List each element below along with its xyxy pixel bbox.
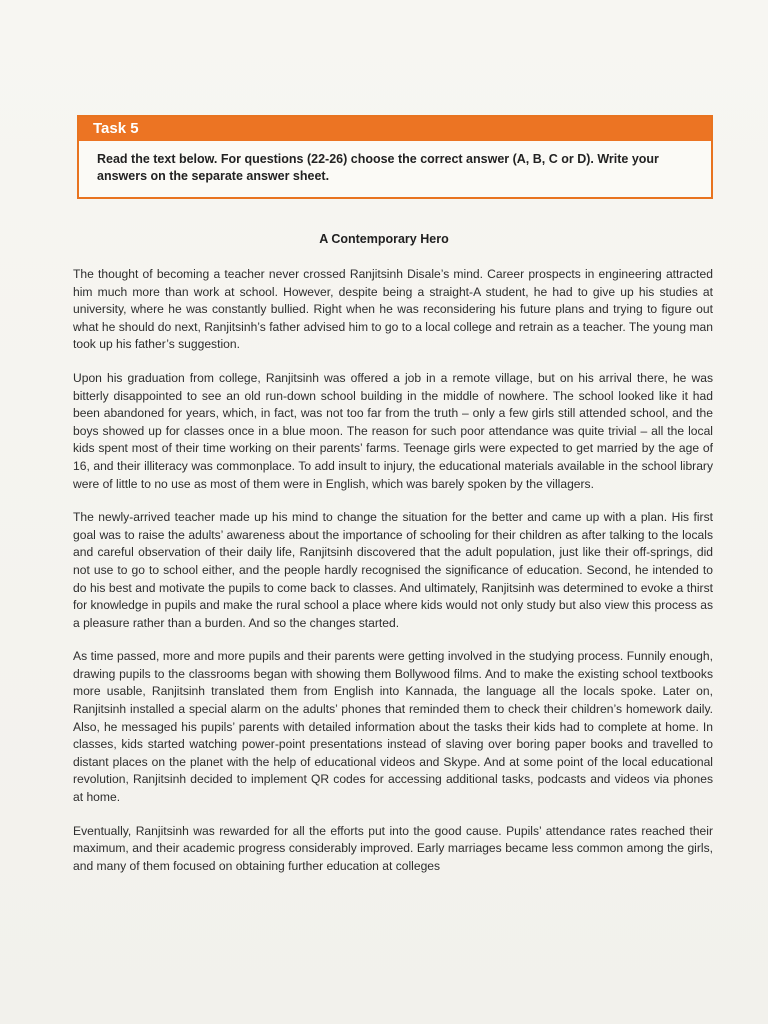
- task-label: Task 5: [79, 117, 711, 141]
- paragraph: Eventually, Ranjitsinh was rewarded for all the efforts put into the good cause. Pupils’ attendance rates reached their maximum, and their academic progress considerably improved. Early marriages became less common among the girls, and many of them focused on obtaining further education at colleges: [73, 823, 713, 873]
- paragraph: The thought of becoming a teacher never crossed Ranjitsinh Disale’s mind. Career prospects in engineering attracted him much more than work at school. However, despite being a straight-A student, he had to give up his studies at university, where he was constantly bullied. Right when he was reconsidering his future plans and trying to figure out what he should do next, Ranjitsinh’s father advised him to go to a local college and retrain as a teacher. The young man took up his father’s suggestion.: [73, 267, 713, 352]
- paragraph: The newly-arrived teacher made up his mind to change the situation for the better and came up with a plan. His first goal was to raise the adults’ awareness about the importance of schooling for their children as after talking to the locals and careful observation of their daily life, Ranjitsinh discovered that the adult population, just like their off-springs, did not use to go to school either, and the people hardly recognised the significance of education. Second, he intended to do his best and motivate the pupils to come back to classes. And ultimately, Ranjitsinh was determined to evoke a thirst for knowledge in pupils and make the rural school a place where kids would not only study but also view this process as a pleasure rather than a burden. And so the changes started.: [73, 510, 713, 630]
- task-instruction-box: [77, 115, 713, 199]
- article-title: A Contemporary Hero: [319, 232, 449, 246]
- task-instructions: Read the text below. For questions (22-26) choose the correct answer (A, B, C or D). Write your answers on the separate answer sheet.: [97, 152, 659, 183]
- article-body: [73, 266, 713, 891]
- paragraph: As time passed, more and more pupils and their parents were getting involved in the studying process. Funnily enough, drawing pupils to the classrooms began with showing them Bollywood films. And to make the existing school textbooks more usable, Ranjitsinh translated them from English into Kannada, the language all the locals spoke. Later on, Ranjitsinh installed a special alarm on the adults’ phones that reminded them to check their children’s homework daily. Also, he messaged his pupils’ parents with detailed information about the tasks their kids had to complete at home. In classes, kids started watching power-point presentations instead of slaving over boring paper books and travelled to distant places on the planet with the help of educational videos and Skype. And at some point of the local educational revolution, Ranjitsinh decided to implement QR codes for accessing additional tasks, podcasts and videos via phones at home.: [73, 649, 713, 805]
- paragraph: Upon his graduation from college, Ranjitsinh was offered a job in a remote village, but on his arrival there, he was bitterly disappointed to see an old run-down school building in the middle of nowhere. The school looked like it had been abandoned for years, which, in fact, was not too far from the truth – only a few girls still attended school, and the boys showed up for classes once in a blue moon. The reason for such poor attendance was quite trivial – all the local kids spent most of their time working on their parents’ farms. Teenage girls were expected to get married by the age of 16, and their illiteracy was commonplace. To add insult to injury, the educational materials available in the school library were of little to no use as most of them were in English, which was barely spoken by the villagers.: [73, 370, 713, 491]
